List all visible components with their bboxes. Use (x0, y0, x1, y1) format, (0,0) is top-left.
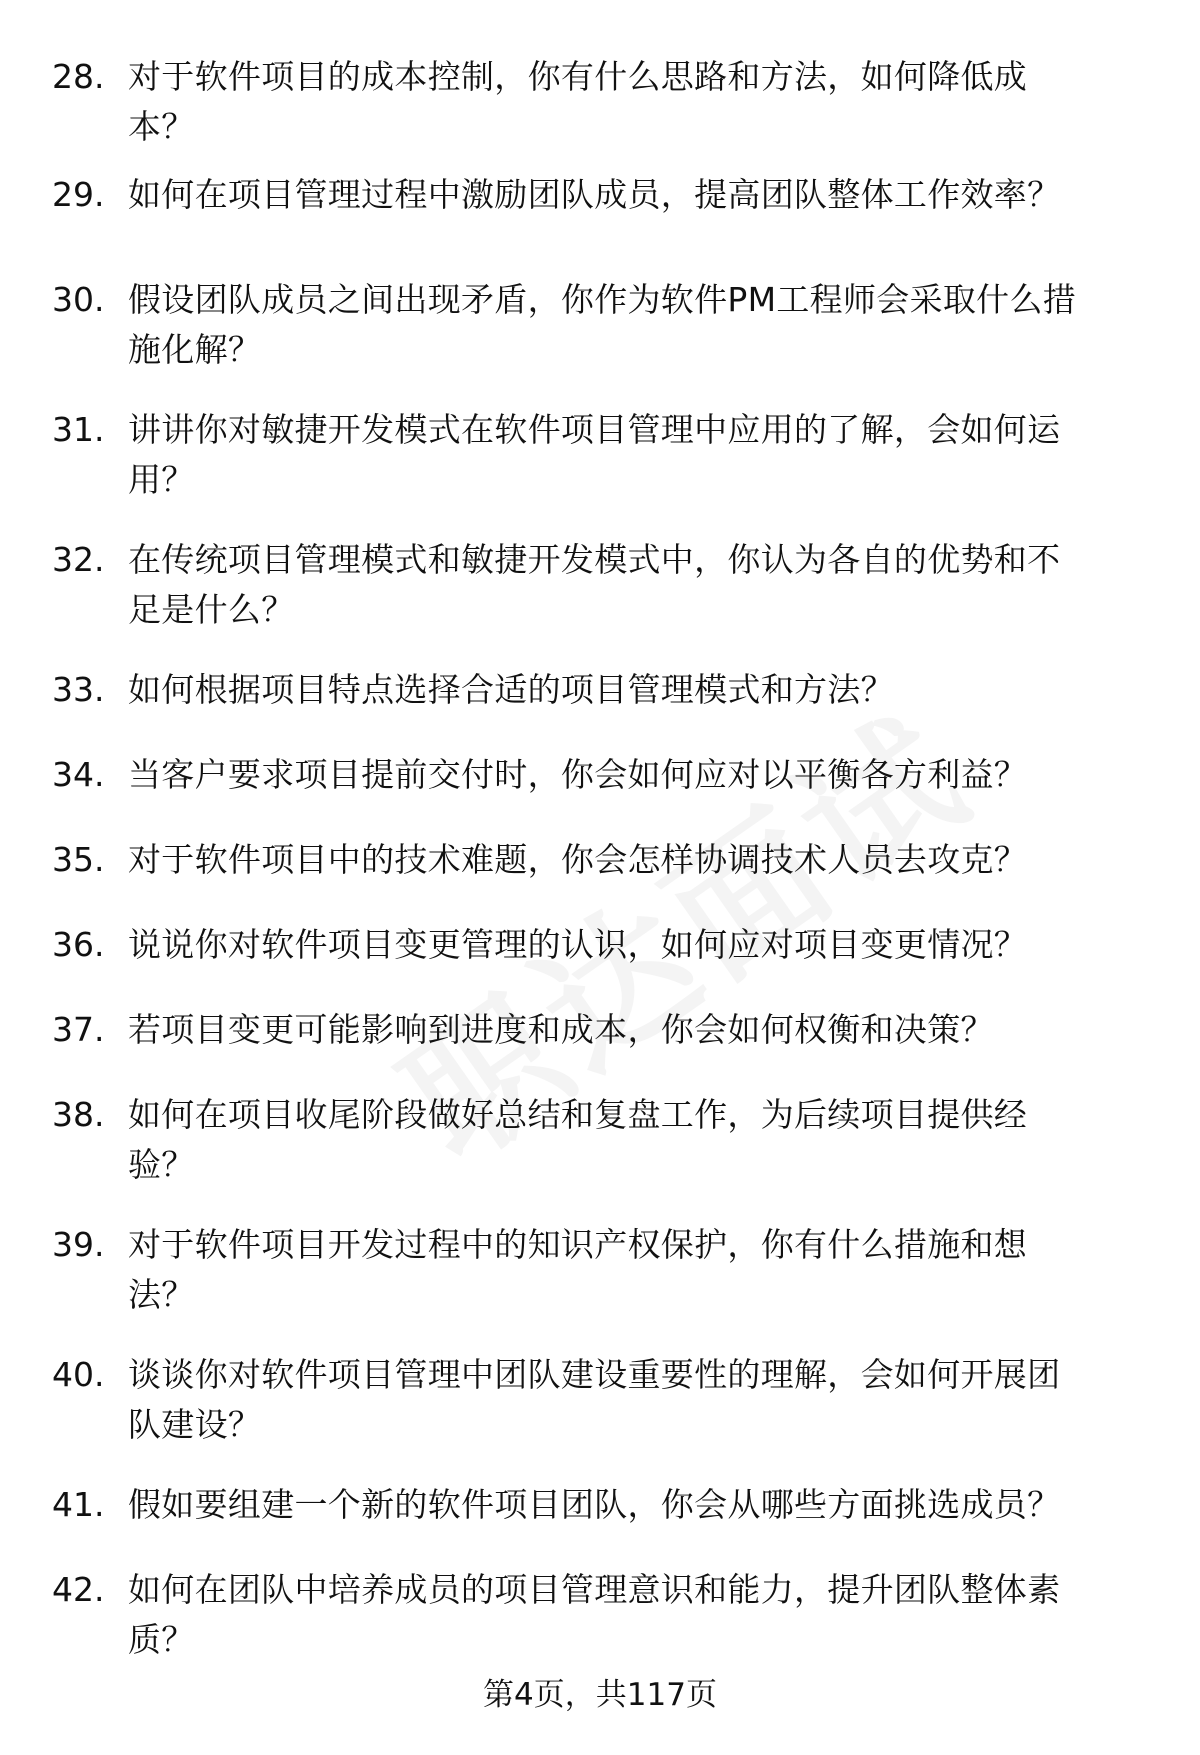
question-text (128, 535, 1158, 635)
question-line: 对于软件项目中的技术难题，你会怎样协调技术人员去攻克？ (128, 840, 1028, 879)
question-number: 38. (52, 1095, 105, 1134)
question-line: 验？ (128, 1145, 195, 1184)
question-number: 32. (52, 540, 105, 579)
question-text (128, 52, 1158, 152)
question-number: 28. (52, 57, 105, 96)
question-number: 41. (52, 1485, 105, 1524)
question-number: 34. (52, 755, 105, 794)
question-line: 若项目变更可能影响到进度和成本，你会如何权衡和决策？ (128, 1010, 994, 1049)
question-line: 如何在团队中培养成员的项目管理意识和能力，提升团队整体素 (128, 1570, 1061, 1609)
page-footer: 第4页，共117页 (483, 1677, 717, 1713)
question-line: 本？ (128, 107, 195, 146)
question-text (128, 665, 1158, 715)
question-text (128, 920, 1158, 970)
question-line: 如何根据项目特点选择合适的项目管理模式和方法？ (128, 670, 894, 709)
question-number: 39. (52, 1225, 105, 1264)
question-line: 对于软件项目开发过程中的知识产权保护，你有什么措施和想 (128, 1225, 1028, 1264)
question-text (128, 1090, 1158, 1190)
question-text (128, 835, 1158, 885)
question-number: 37. (52, 1010, 105, 1049)
question-line: 谈谈你对软件项目管理中团队建设重要性的理解，会如何开展团 (128, 1355, 1061, 1394)
question-text (128, 1480, 1158, 1530)
question-number: 36. (52, 925, 105, 964)
question-text (128, 275, 1158, 375)
question-text (128, 1350, 1158, 1450)
question-number: 33. (52, 670, 105, 709)
question-text (128, 1565, 1158, 1665)
question-number: 30. (52, 280, 105, 319)
question-number: 42. (52, 1570, 105, 1609)
question-line: 对于软件项目的成本控制，你有什么思路和方法，如何降低成 (128, 57, 1028, 96)
question-line: 讲讲你对敏捷开发模式在软件项目管理中应用的了解，会如何运 (128, 410, 1061, 449)
question-line: 如何在项目管理过程中激励团队成员，提高团队整体工作效率？ (128, 175, 1061, 214)
question-text (128, 405, 1158, 505)
question-line: 法？ (128, 1275, 195, 1314)
question-line: 当客户要求项目提前交付时，你会如何应对以平衡各方利益？ (128, 755, 1028, 794)
question-number: 35. (52, 840, 105, 879)
question-line: 足是什么？ (128, 590, 295, 629)
question-line: 在传统项目管理模式和敏捷开发模式中，你认为各自的优势和不 (128, 540, 1061, 579)
question-number: 29. (52, 175, 105, 214)
question-number: 31. (52, 410, 105, 449)
question-line: 假如要组建一个新的软件项目团队，你会从哪些方面挑选成员？ (128, 1485, 1061, 1524)
question-text (128, 1005, 1158, 1055)
question-text (128, 1220, 1158, 1320)
question-line: 施化解？ (128, 330, 262, 369)
question-number: 40. (52, 1355, 105, 1394)
question-line: 队建设？ (128, 1405, 262, 1444)
question-line: 如何在项目收尾阶段做好总结和复盘工作，为后续项目提供经 (128, 1095, 1028, 1134)
question-text (128, 750, 1158, 800)
question-line: 假设团队成员之间出现矛盾，你作为软件PM工程师会采取什么措 (128, 280, 1077, 319)
question-line: 说说你对软件项目变更管理的认识，如何应对项目变更情况？ (128, 925, 1028, 964)
question-line: 用？ (128, 460, 195, 499)
question-line: 质？ (128, 1620, 195, 1659)
question-text (128, 170, 1158, 220)
